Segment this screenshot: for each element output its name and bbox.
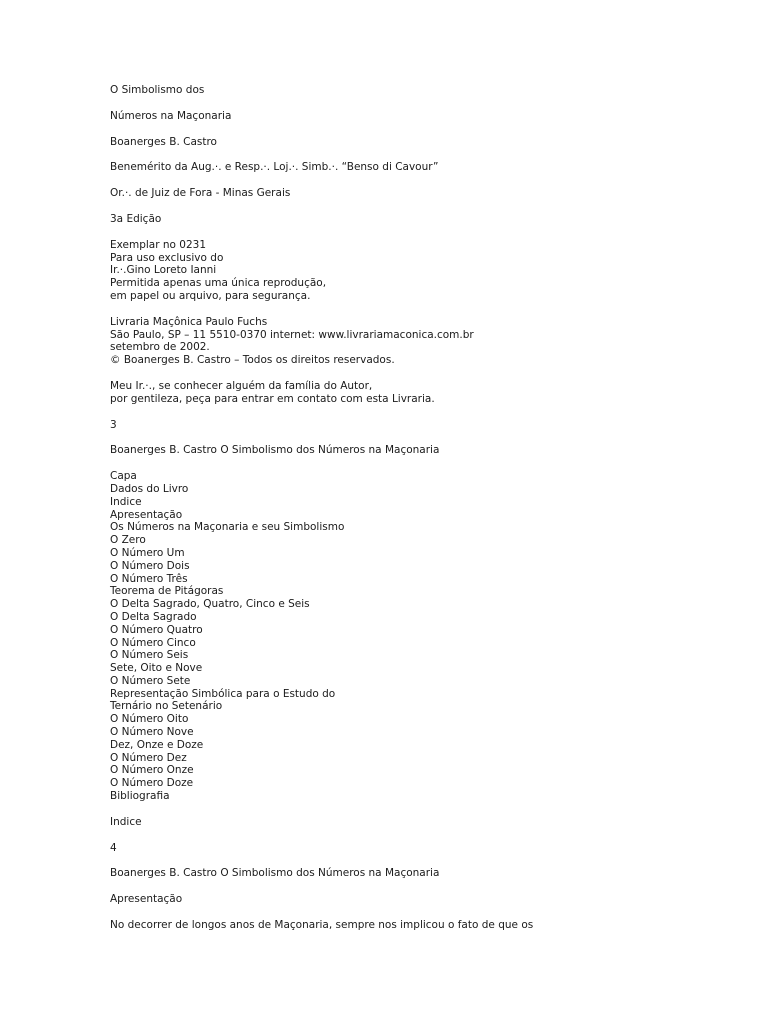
toc-item: O Número Três <box>110 572 188 585</box>
copy-info-line: Exemplar no 0231 <box>110 238 207 251</box>
page-number: 3 <box>110 418 117 431</box>
contact-note-line: Meu Ir.·., se conhecer alguém da família do Autor, <box>110 379 373 392</box>
toc-item: Os Números na Maçonaria e seu Simbolismo <box>110 521 345 534</box>
publisher-block <box>110 316 750 367</box>
edition-block <box>110 213 750 226</box>
title-line-2-block <box>110 110 750 123</box>
toc-item: O Número Oito <box>110 713 189 726</box>
copy-info-line: Para uso exclusivo do <box>110 251 224 264</box>
copy-info-block <box>110 239 750 303</box>
toc-item: Dez, Onze e Doze <box>110 738 204 751</box>
contact-note-block <box>110 380 750 406</box>
toc-item: O Número Onze <box>110 764 194 777</box>
toc-item: O Número Quatro <box>110 623 203 636</box>
toc-item: O Zero <box>110 534 146 547</box>
contact-note-line: por gentileza, peça para entrar em contato com esta Livraria. <box>110 392 435 405</box>
author-name: Boanerges B. Castro <box>110 135 217 148</box>
page-number-block <box>110 419 750 432</box>
toc-item: O Número Doze <box>110 777 194 790</box>
page-number-block-2 <box>110 842 750 855</box>
toc-item: Teorema de Pitágoras <box>110 585 224 598</box>
copy-info-line: Ir.·.Gino Loreto Ianni <box>110 264 217 277</box>
dedication-text: Benemérito da Aug.·. e Resp.·. Loj.·. Simb.·. “Benso di Cavour” <box>110 161 439 174</box>
toc-item: O Número Dois <box>110 559 190 572</box>
edition-text: 3a Edição <box>110 212 162 225</box>
dedication-block <box>110 161 750 174</box>
publisher-line: Livraria Maçônica Paulo Fuchs <box>110 315 268 328</box>
index-label-block <box>110 816 750 829</box>
title-line-1: O Simbolismo dos <box>110 84 205 96</box>
toc-item: O Delta Sagrado <box>110 610 197 623</box>
toc-item: Dados do Livro <box>110 482 189 495</box>
document-page <box>110 84 750 945</box>
section-heading: Apresentação <box>110 893 183 906</box>
toc-item: Capa <box>110 470 137 483</box>
toc-item: O Número Dez <box>110 751 187 764</box>
toc-item: O Número Sete <box>110 674 191 687</box>
publisher-line: São Paulo, SP – 11 5510-0370 internet: www.livrariamaconica.com.br <box>110 328 474 341</box>
title-line-1-block <box>110 84 750 97</box>
copy-info-line: em papel ou arquivo, para segurança. <box>110 289 311 302</box>
copy-info-line: Permitida apenas uma única reprodução, <box>110 277 327 290</box>
orient-text: Or.·. de Juiz de Fora - Minas Gerais <box>110 187 291 200</box>
author-block <box>110 136 750 149</box>
orient-block <box>110 187 750 200</box>
toc-item: O Número Nove <box>110 726 194 739</box>
toc-item: O Número Seis <box>110 649 189 662</box>
toc-item: Indice <box>110 495 142 508</box>
body-paragraph <box>110 919 750 932</box>
toc-item: O Número Cinco <box>110 636 196 649</box>
copyright-line: © Boanerges B. Castro – Todos os direitos reservados. <box>110 354 395 367</box>
table-of-contents <box>110 470 750 803</box>
toc-item: Bibliografia <box>110 790 170 803</box>
page-number: 4 <box>110 841 117 854</box>
toc-item: O Número Um <box>110 546 185 559</box>
publisher-line: setembro de 2002. <box>110 341 210 354</box>
section-heading-block <box>110 893 750 906</box>
toc-item: Sete, Oito e Nove <box>110 662 203 675</box>
index-label: Indice <box>110 815 142 828</box>
running-header: Boanerges B. Castro O Simbolismo dos Números na Maçonaria <box>110 867 440 880</box>
running-header-block <box>110 444 750 457</box>
toc-item: Ternário no Setenário <box>110 700 223 713</box>
toc-item: Apresentação <box>110 508 183 521</box>
running-header: Boanerges B. Castro O Simbolismo dos Números na Maçonaria <box>110 444 440 457</box>
body-text-line: No decorrer de longos anos de Maçonaria, sempre nos implicou o fato de que os <box>110 919 534 932</box>
title-line-2: Números na Maçonaria <box>110 109 232 122</box>
toc-item: Representação Simbólica para o Estudo do <box>110 687 336 700</box>
toc-item: O Delta Sagrado, Quatro, Cinco e Seis <box>110 598 310 611</box>
running-header-block-2 <box>110 867 750 880</box>
